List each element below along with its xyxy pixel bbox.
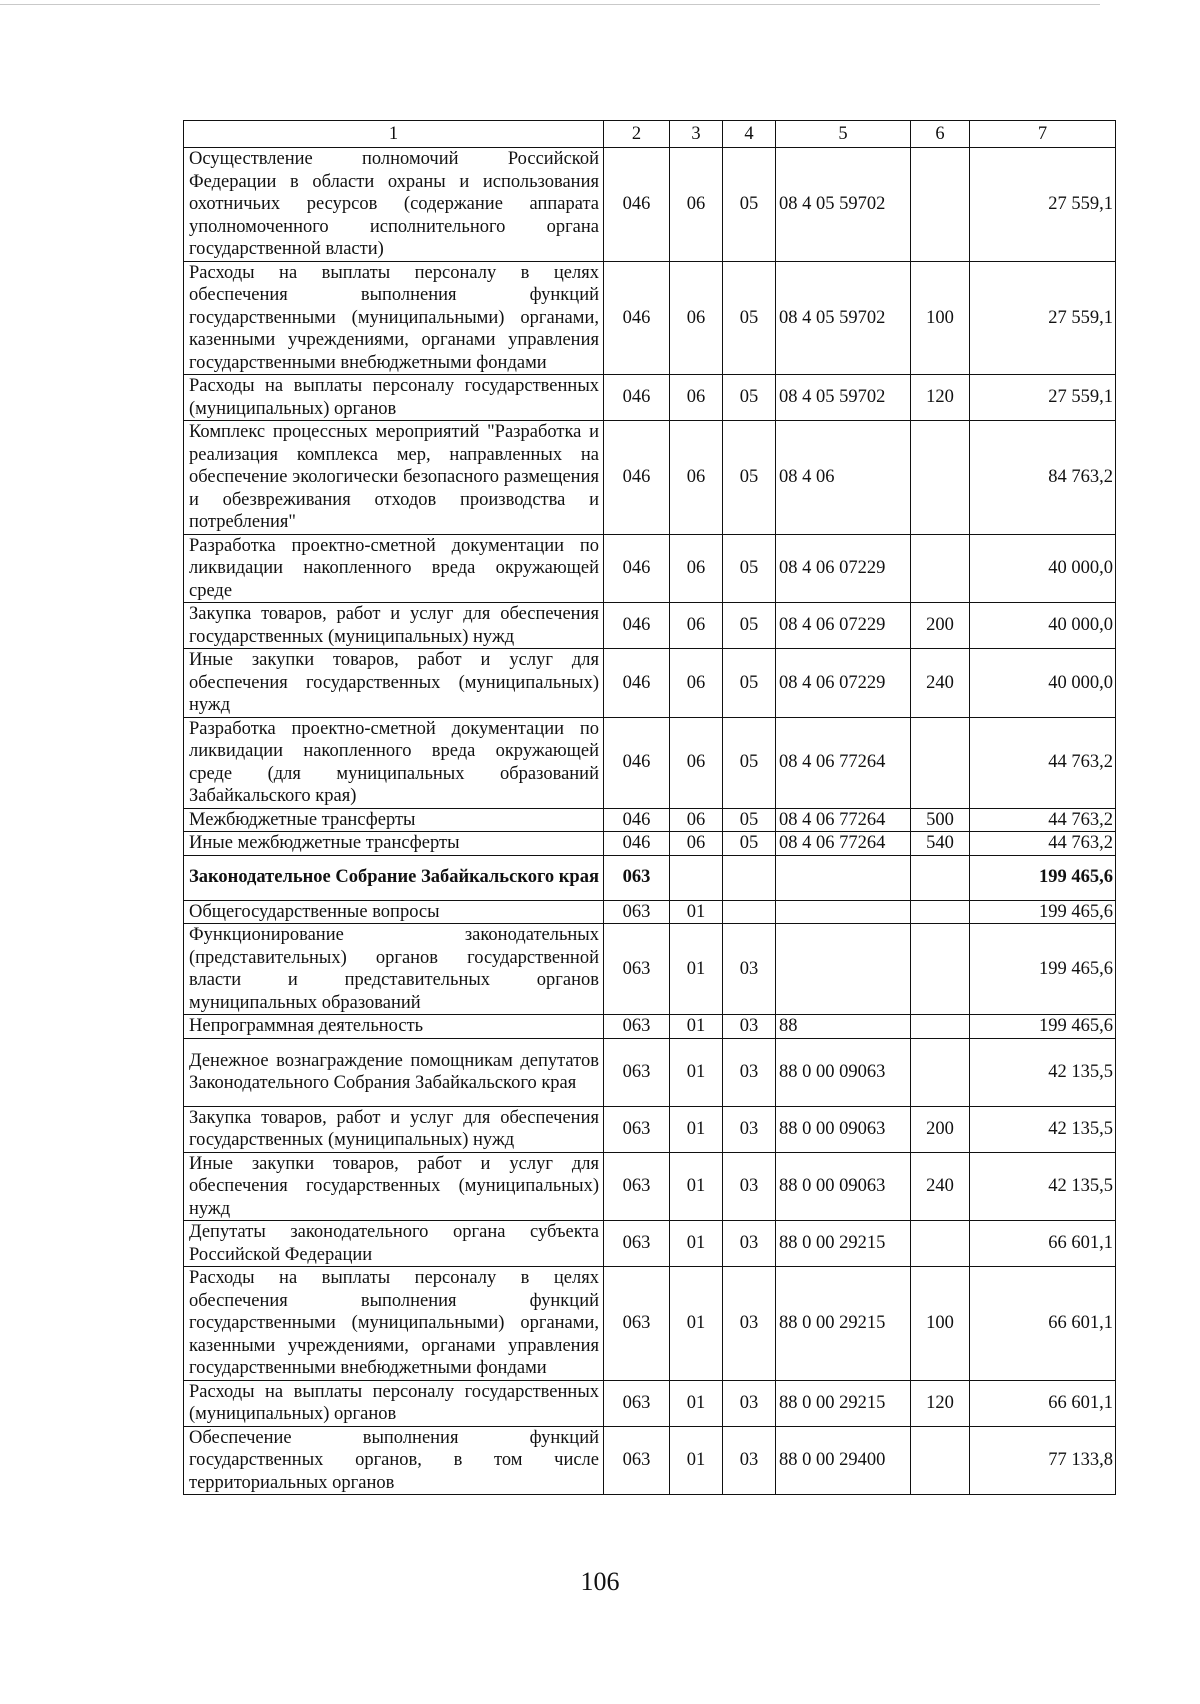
row-target-article-cell: 08 4 06 77264 <box>776 717 911 808</box>
row-name-cell: Расходы на выплаты персоналу государственных (муниципальных) органов <box>184 1380 604 1426</box>
row-expense-type-cell <box>911 717 970 808</box>
row-subsection-cell: 05 <box>723 261 776 375</box>
table-row <box>184 832 1116 856</box>
row-name-cell: Закупка товаров, работ и услуг для обеспечения государственных (муниципальных) нужд <box>184 1106 604 1152</box>
row-subsection-cell: 05 <box>723 603 776 649</box>
table-row <box>184 603 1116 649</box>
row-subsection-cell: 03 <box>723 1106 776 1152</box>
row-section-cell: 06 <box>670 534 723 603</box>
row-section-cell: 06 <box>670 261 723 375</box>
row-grbs-cell: 046 <box>604 375 670 421</box>
table-row <box>184 421 1116 535</box>
row-target-article-cell: 08 4 06 77264 <box>776 808 911 832</box>
row-grbs-cell: 063 <box>604 1152 670 1221</box>
row-section-cell: 06 <box>670 603 723 649</box>
row-subsection-cell: 05 <box>723 832 776 856</box>
row-amount-cell: 66 601,1 <box>970 1380 1116 1426</box>
row-name-cell: Общегосударственные вопросы <box>184 900 604 924</box>
row-expense-type-cell <box>911 900 970 924</box>
row-name-cell: Законодательное Собрание Забайкальского края <box>184 855 604 900</box>
row-amount-cell: 27 559,1 <box>970 375 1116 421</box>
row-expense-type-cell <box>911 148 970 262</box>
row-grbs-cell: 063 <box>604 900 670 924</box>
row-section-cell: 06 <box>670 717 723 808</box>
row-grbs-cell: 063 <box>604 1426 670 1495</box>
row-section-cell: 01 <box>670 1380 723 1426</box>
row-grbs-cell: 063 <box>604 1267 670 1381</box>
table-row <box>184 1426 1116 1495</box>
row-section-cell <box>670 855 723 900</box>
table-row <box>184 1267 1116 1381</box>
row-grbs-cell: 046 <box>604 534 670 603</box>
column-header-4: 4 <box>723 121 776 148</box>
row-subsection-cell: 05 <box>723 534 776 603</box>
column-header-1: 1 <box>184 121 604 148</box>
row-grbs-cell: 046 <box>604 649 670 718</box>
table-row <box>184 1152 1116 1221</box>
row-subsection-cell: 03 <box>723 1015 776 1039</box>
table-row <box>184 1015 1116 1039</box>
row-section-cell: 01 <box>670 924 723 1015</box>
row-subsection-cell: 03 <box>723 1380 776 1426</box>
row-amount-cell: 44 763,2 <box>970 808 1116 832</box>
table-row <box>184 1380 1116 1426</box>
row-section-cell: 01 <box>670 1267 723 1381</box>
row-amount-cell: 40 000,0 <box>970 649 1116 718</box>
row-section-cell: 06 <box>670 148 723 262</box>
table-row <box>184 924 1116 1015</box>
row-subsection-cell: 03 <box>723 1038 776 1106</box>
table-row <box>184 649 1116 718</box>
table-row <box>184 900 1116 924</box>
row-target-article-cell <box>776 900 911 924</box>
row-name-cell: Иные межбюджетные трансферты <box>184 832 604 856</box>
page-number: 106 <box>580 1567 620 1596</box>
row-section-cell: 01 <box>670 1106 723 1152</box>
table-row <box>184 534 1116 603</box>
row-section-cell: 01 <box>670 900 723 924</box>
row-target-article-cell: 88 0 00 09063 <box>776 1152 911 1221</box>
row-amount-cell: 42 135,5 <box>970 1106 1116 1152</box>
row-target-article-cell: 08 4 05 59702 <box>776 261 911 375</box>
row-amount-cell: 44 763,2 <box>970 832 1116 856</box>
row-name-cell: Иные закупки товаров, работ и услуг для обеспечения государственных (муниципальных) нужд <box>184 649 604 718</box>
table-row <box>184 717 1116 808</box>
row-expense-type-cell: 240 <box>911 649 970 718</box>
column-header-6: 6 <box>911 121 970 148</box>
row-section-cell: 06 <box>670 649 723 718</box>
row-expense-type-cell: 500 <box>911 808 970 832</box>
row-target-article-cell: 88 0 00 09063 <box>776 1106 911 1152</box>
row-amount-cell: 199 465,6 <box>970 1015 1116 1039</box>
row-subsection-cell: 03 <box>723 1221 776 1267</box>
row-grbs-cell: 063 <box>604 855 670 900</box>
row-grbs-cell: 046 <box>604 832 670 856</box>
table-header <box>184 121 1116 148</box>
row-target-article-cell: 08 4 06 07229 <box>776 649 911 718</box>
row-section-cell: 01 <box>670 1426 723 1495</box>
row-target-article-cell: 88 0 00 09063 <box>776 1038 911 1106</box>
row-name-cell: Денежное вознаграждение помощникам депутатов Законодательного Собрания Забайкальского края <box>184 1038 604 1106</box>
row-subsection-cell: 05 <box>723 717 776 808</box>
row-grbs-cell: 063 <box>604 1221 670 1267</box>
row-expense-type-cell: 540 <box>911 832 970 856</box>
column-header-3: 3 <box>670 121 723 148</box>
row-subsection-cell: 05 <box>723 148 776 262</box>
row-amount-cell: 199 465,6 <box>970 924 1116 1015</box>
row-target-article-cell: 08 4 06 77264 <box>776 832 911 856</box>
row-subsection-cell: 05 <box>723 649 776 718</box>
row-target-article-cell: 08 4 06 07229 <box>776 534 911 603</box>
row-target-article-cell: 88 0 00 29215 <box>776 1380 911 1426</box>
column-header-5: 5 <box>776 121 911 148</box>
table-row <box>184 1106 1116 1152</box>
row-subsection-cell: 03 <box>723 924 776 1015</box>
row-subsection-cell: 03 <box>723 1267 776 1381</box>
row-name-cell: Расходы на выплаты персоналу в целях обеспечения выполнения функций государственными (муниципальными) органами, казенными учреждениями, органами управления государственными внебюджетными фондами <box>184 1267 604 1381</box>
row-name-cell: Непрограммная деятельность <box>184 1015 604 1039</box>
row-grbs-cell: 046 <box>604 261 670 375</box>
row-amount-cell: 66 601,1 <box>970 1221 1116 1267</box>
row-target-article-cell: 08 4 05 59702 <box>776 148 911 262</box>
row-section-cell: 01 <box>670 1038 723 1106</box>
row-name-cell: Комплекс процессных мероприятий "Разработка и реализация комплекса мер, направленных на обеспечение экологически безопасного размещения и обезвреживания отходов производства и потребления" <box>184 421 604 535</box>
row-section-cell: 06 <box>670 375 723 421</box>
row-section-cell: 01 <box>670 1015 723 1039</box>
table-row <box>184 1038 1116 1106</box>
row-amount-cell: 199 465,6 <box>970 900 1116 924</box>
row-target-article-cell: 08 4 06 07229 <box>776 603 911 649</box>
row-target-article-cell: 88 0 00 29215 <box>776 1221 911 1267</box>
row-name-cell: Разработка проектно-сметной документации по ликвидации накопленного вреда окружающей среде (для муниципальных образований Забайкальского края) <box>184 717 604 808</box>
budget-table <box>183 120 1116 1495</box>
row-expense-type-cell <box>911 1015 970 1039</box>
row-amount-cell: 27 559,1 <box>970 261 1116 375</box>
row-expense-type-cell <box>911 421 970 535</box>
row-target-article-cell <box>776 855 911 900</box>
row-expense-type-cell <box>911 1038 970 1106</box>
row-subsection-cell: 03 <box>723 1152 776 1221</box>
row-amount-cell: 44 763,2 <box>970 717 1116 808</box>
table-row <box>184 808 1116 832</box>
table-row <box>184 375 1116 421</box>
row-grbs-cell: 046 <box>604 421 670 535</box>
row-subsection-cell <box>723 855 776 900</box>
column-header-2: 2 <box>604 121 670 148</box>
row-section-cell: 01 <box>670 1152 723 1221</box>
row-grbs-cell: 063 <box>604 1106 670 1152</box>
row-grbs-cell: 046 <box>604 603 670 649</box>
row-subsection-cell: 03 <box>723 1426 776 1495</box>
row-expense-type-cell <box>911 855 970 900</box>
row-name-cell: Депутаты законодательного органа субъекта Российской Федерации <box>184 1221 604 1267</box>
row-expense-type-cell <box>911 534 970 603</box>
row-target-article-cell: 08 4 05 59702 <box>776 375 911 421</box>
row-expense-type-cell: 100 <box>911 1267 970 1381</box>
row-amount-cell: 42 135,5 <box>970 1152 1116 1221</box>
row-subsection-cell <box>723 900 776 924</box>
row-name-cell: Осуществление полномочий Российской Федерации в области охраны и использования охотничьих ресурсов (содержание аппарата уполномоченного исполнительного органа государственной власти) <box>184 148 604 262</box>
row-amount-cell: 84 763,2 <box>970 421 1116 535</box>
row-subsection-cell: 05 <box>723 421 776 535</box>
row-amount-cell: 42 135,5 <box>970 1038 1116 1106</box>
row-expense-type-cell: 200 <box>911 1106 970 1152</box>
row-amount-cell: 27 559,1 <box>970 148 1116 262</box>
row-target-article-cell <box>776 924 911 1015</box>
row-grbs-cell: 063 <box>604 924 670 1015</box>
row-expense-type-cell: 240 <box>911 1152 970 1221</box>
row-section-cell: 01 <box>670 1221 723 1267</box>
row-section-cell: 06 <box>670 421 723 535</box>
row-amount-cell: 40 000,0 <box>970 534 1116 603</box>
row-name-cell: Расходы на выплаты персоналу государственных (муниципальных) органов <box>184 375 604 421</box>
row-name-cell: Обеспечение выполнения функций государственных органов, в том числе территориальных органов <box>184 1426 604 1495</box>
row-grbs-cell: 063 <box>604 1038 670 1106</box>
row-amount-cell: 66 601,1 <box>970 1267 1116 1381</box>
table-row <box>184 1221 1116 1267</box>
row-target-article-cell: 88 <box>776 1015 911 1039</box>
table-row <box>184 261 1116 375</box>
row-section-cell: 06 <box>670 808 723 832</box>
row-grbs-cell: 046 <box>604 717 670 808</box>
row-target-article-cell: 88 0 00 29215 <box>776 1267 911 1381</box>
scan-edge-line <box>0 4 1100 5</box>
row-amount-cell: 40 000,0 <box>970 603 1116 649</box>
row-name-cell: Межбюджетные трансферты <box>184 808 604 832</box>
row-expense-type-cell: 200 <box>911 603 970 649</box>
row-expense-type-cell: 120 <box>911 1380 970 1426</box>
row-name-cell: Иные закупки товаров, работ и услуг для обеспечения государственных (муниципальных) нужд <box>184 1152 604 1221</box>
row-section-cell: 06 <box>670 832 723 856</box>
row-expense-type-cell <box>911 1221 970 1267</box>
row-name-cell: Закупка товаров, работ и услуг для обеспечения государственных (муниципальных) нужд <box>184 603 604 649</box>
row-expense-type-cell <box>911 1426 970 1495</box>
table-body <box>184 148 1116 1495</box>
row-expense-type-cell: 120 <box>911 375 970 421</box>
row-name-cell: Разработка проектно-сметной документации по ликвидации накопленного вреда окружающей среде <box>184 534 604 603</box>
row-expense-type-cell: 100 <box>911 261 970 375</box>
row-grbs-cell: 063 <box>604 1380 670 1426</box>
row-grbs-cell: 046 <box>604 808 670 832</box>
row-target-article-cell: 08 4 06 <box>776 421 911 535</box>
row-grbs-cell: 063 <box>604 1015 670 1039</box>
table-row <box>184 855 1116 900</box>
header-row <box>184 121 1116 148</box>
row-name-cell: Функционирование законодательных (представительных) органов государственной власти и представительных органов муниципальных образований <box>184 924 604 1015</box>
row-amount-cell: 77 133,8 <box>970 1426 1116 1495</box>
row-target-article-cell: 88 0 00 29400 <box>776 1426 911 1495</box>
table-row <box>184 148 1116 262</box>
row-grbs-cell: 046 <box>604 148 670 262</box>
row-amount-cell: 199 465,6 <box>970 855 1116 900</box>
row-subsection-cell: 05 <box>723 808 776 832</box>
column-header-7: 7 <box>970 121 1116 148</box>
row-expense-type-cell <box>911 924 970 1015</box>
row-subsection-cell: 05 <box>723 375 776 421</box>
row-name-cell: Расходы на выплаты персоналу в целях обеспечения выполнения функций государственными (муниципальными) органами, казенными учреждениями, органами управления государственными внебюджетными фондами <box>184 261 604 375</box>
